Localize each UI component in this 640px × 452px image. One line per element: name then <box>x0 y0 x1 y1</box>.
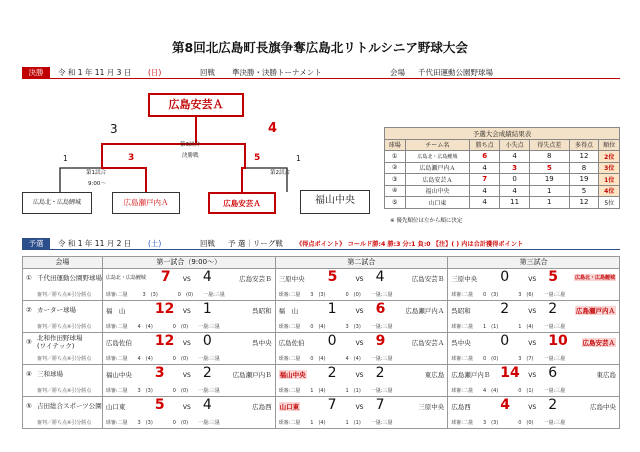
score-b: 4 <box>375 269 385 285</box>
m2-score-right: 1 <box>296 154 301 163</box>
results-team: 福山中央 <box>405 185 470 197</box>
match1-label: 第1試合 <box>86 170 106 176</box>
score-b: 6 <box>375 301 386 317</box>
prelim-badge: 予選 <box>22 238 50 249</box>
final-score-right: 4 <box>268 121 278 136</box>
results-team: 広島北・広島鯉城 <box>405 151 470 163</box>
prelim-header: 会場 <box>23 257 103 269</box>
team-b: 呉中央 <box>252 339 272 347</box>
team-a: 広島西 <box>451 403 471 411</box>
vs-label: VS <box>182 308 191 315</box>
results-rank: 1位 <box>599 174 620 186</box>
results-team: 山口東 <box>405 197 470 209</box>
vs-label: VS <box>182 340 191 347</box>
results-many: 12 <box>569 197 599 209</box>
vs-label: VS <box>355 276 364 283</box>
match-cell <box>448 365 619 396</box>
bracket-team-3: 広島安芸Ａ <box>208 192 276 214</box>
team-a: 福 山 <box>105 307 126 315</box>
team-b: 広島瀬戸内Ａ <box>405 307 445 315</box>
results-many: 19 <box>569 174 599 186</box>
prelim-points-note: 《得点ポイント》 コールド勝:4 勝:3 分:1 負:0 【注】( ) 内は合計獲得ポイント <box>296 241 524 248</box>
vs-label: VS <box>528 340 537 347</box>
score-a: 2 <box>500 301 510 317</box>
score-b: 7 <box>375 397 385 413</box>
prelim-header: 第三試合 <box>448 257 620 269</box>
score-a: 0 <box>327 333 337 349</box>
match3-label: 第3試合 <box>180 142 200 148</box>
score-b: 10 <box>548 333 568 349</box>
vs-label: VS <box>528 276 537 283</box>
score-a: 12 <box>154 333 175 349</box>
results-diff: 8 <box>530 151 569 163</box>
results-diff: 19 <box>530 174 569 186</box>
venue-name: 吉田総合スポーツ公園 <box>37 402 102 410</box>
prelim-divider <box>22 249 620 250</box>
results-lost: 0 <box>500 174 530 186</box>
score-b: 1 <box>202 301 212 317</box>
results-no: ④ <box>385 185 406 197</box>
score-b: 2 <box>202 365 212 381</box>
results-diff: 1 <box>530 197 569 209</box>
team-b: 広島瀬戸内Ｂ <box>232 371 272 379</box>
bracket-team-4: 福山中央 <box>300 190 370 214</box>
results-rank: 5位 <box>599 197 620 209</box>
match-sub: 球審:二塁 3 (3) 0 (0) 一塁:三塁 <box>105 292 225 298</box>
results-no: ⑤ <box>385 197 406 209</box>
score-b: 5 <box>548 269 559 285</box>
team-a: 広島佐伯 <box>105 339 132 347</box>
results-pts: 4 <box>470 197 500 209</box>
prelim-row <box>23 365 620 397</box>
results-row <box>385 174 620 186</box>
prelim-dow: (土) <box>148 239 162 248</box>
m1-score-left: 1 <box>63 154 68 163</box>
score-b: 6 <box>548 365 558 381</box>
venue-sub: 審判／勝ち点※引分勝点 <box>37 388 92 394</box>
score-a: 1 <box>327 301 337 317</box>
prelim-body <box>23 269 620 429</box>
results-header: チーム名 <box>405 139 470 151</box>
match-cell <box>448 397 619 428</box>
results-many: 8 <box>569 162 599 174</box>
venue-name: カーター球場 <box>37 306 76 314</box>
prelim-header: 第一試合（9:00～） <box>102 257 275 269</box>
match-sub: 球審:二塁 1 (4) 1 (1) 一塁:三塁 <box>278 420 393 426</box>
results-many: 12 <box>569 151 599 163</box>
finals-venue-value: 千代田運動公園野球場 <box>418 68 493 77</box>
bracket-team-1: 広島北・広島鯉城 <box>22 192 92 214</box>
results-row <box>385 197 620 209</box>
results-row <box>385 162 620 174</box>
venue-sub: 審判／勝ち点※引分勝点 <box>37 420 92 426</box>
match-sub: 球審:二塁 4 (4) 0 (0) 一塁:三塁 <box>105 324 220 330</box>
venue-number: ③ <box>26 338 32 346</box>
results-pts: 4 <box>470 185 500 197</box>
results-no: ① <box>385 151 406 163</box>
team-b: 東広島 <box>424 371 445 379</box>
results-header: 順位 <box>599 139 620 151</box>
match-sub: 球審:二塁 1 (1) 1 (4) 一塁:三塁 <box>451 324 566 330</box>
match-sub: 球審:二塁 3 (3) 0 (0) 一塁:三塁 <box>105 388 220 394</box>
results-header: 得失点差 <box>530 139 569 151</box>
m1-score-right: 3 <box>128 153 135 163</box>
venue-number: ⑤ <box>26 402 32 410</box>
match-sub: 球審:二塁 0 (0) 3 (7) 一塁:三塁 <box>451 356 566 362</box>
results-rank: 2位 <box>599 151 620 163</box>
score-a: 12 <box>154 301 175 317</box>
score-b: 4 <box>202 269 212 285</box>
team-a: 広島瀬戸内Ｂ <box>451 371 491 379</box>
results-diff: 5 <box>530 162 569 174</box>
prelim-round-label: 回戦 <box>200 239 215 248</box>
score-a: 2 <box>327 365 337 381</box>
results-diff: 1 <box>530 185 569 197</box>
match-sub: 球審:二塁 0 (3) 3 (6) 一塁:三塁 <box>451 292 566 298</box>
results-pts: 7 <box>470 174 500 186</box>
score-b: 2 <box>548 301 558 317</box>
match-cell <box>103 269 275 300</box>
score-a: 4 <box>500 397 511 413</box>
match-cell <box>103 301 275 332</box>
prelim-row <box>23 333 620 365</box>
venue-cell <box>23 301 102 332</box>
score-a: 0 <box>500 333 510 349</box>
score-a: 5 <box>327 269 338 285</box>
team-a: 福山中央 <box>105 371 132 379</box>
team-a: 福 山 <box>278 307 299 315</box>
results-header: 小失点 <box>500 139 530 151</box>
match-sub: 球審:二塁 4 (4) 0 (1) 一塁:三塁 <box>451 388 566 394</box>
score-a: 3 <box>154 365 165 381</box>
prelim-date: 令 和 1 年 11 月 2 日 <box>58 239 132 248</box>
score-a: 5 <box>154 397 165 413</box>
match-cell <box>448 333 619 364</box>
venue-sub: 審判／勝ち点※引分勝点 <box>37 324 92 330</box>
prelim-row <box>23 301 620 333</box>
vs-label: VS <box>182 372 191 379</box>
match-sub: 球審:二塁 0 (4) 3 (3) 一塁:三塁 <box>278 324 393 330</box>
results-pts: 4 <box>470 162 500 174</box>
results-row <box>385 151 620 163</box>
team-b: 広島瀬戸内Ａ <box>576 307 615 315</box>
team-b: 呉昭和 <box>252 307 272 315</box>
results-rank: 3位 <box>599 162 620 174</box>
venue-number: ② <box>26 306 32 314</box>
match-cell <box>276 365 448 396</box>
results-many: 5 <box>569 185 599 197</box>
team-a: 三原中央 <box>451 275 478 283</box>
team-b: 広島安芸Ａ <box>411 339 445 347</box>
vs-label: VS <box>182 404 191 411</box>
score-a: 7 <box>327 397 337 413</box>
team-a: 三原中央 <box>278 275 305 283</box>
prelim-header: 第二試合 <box>275 257 448 269</box>
results-row <box>385 185 620 197</box>
results-no: ② <box>385 162 406 174</box>
team-b: 東広島 <box>596 371 616 379</box>
results-no: ③ <box>385 174 406 186</box>
results-table <box>384 127 620 209</box>
match-sub: 球審:二塁 3 (3) 0 (0) 一塁:三塁 <box>278 292 393 298</box>
prelim-table <box>22 256 620 429</box>
m2-score-left: 5 <box>254 153 261 163</box>
score-a: 14 <box>500 365 520 381</box>
match-sub: 球審:二塁 1 (4) 1 (1) 一塁:三塁 <box>278 388 393 394</box>
bracket-team-2: 広島瀬戸内Ａ <box>112 192 180 214</box>
score-b: 9 <box>375 333 386 349</box>
results-rank: 4位 <box>599 185 620 197</box>
results-lost: 3 <box>500 162 530 174</box>
venue-cell <box>23 269 102 300</box>
vs-label: VS <box>528 308 537 315</box>
page-title: 第8回北広島町長旗争奪広島北リトルシニア野球大会 <box>172 40 468 55</box>
team-b: 広島西 <box>252 403 272 411</box>
venue-sub: 審判／勝ち点※引分勝点 <box>37 292 92 298</box>
venue-name: 千代田運動公園野球場 <box>37 274 102 282</box>
team-a: 山口東 <box>105 403 126 411</box>
finals-dow: (日) <box>148 68 162 77</box>
score-b: 2 <box>375 365 385 381</box>
match-sub: 球審:二塁 3 (3) 0 (0) 一塁:三塁 <box>105 420 220 426</box>
vs-label: VS <box>528 372 537 379</box>
match-sub: 球審:二塁 4 (4) 0 (0) 一塁:三塁 <box>105 356 220 362</box>
team-a: 広島佐伯 <box>278 339 305 347</box>
score-a: 0 <box>500 269 510 285</box>
team-a: 山口東 <box>279 403 300 411</box>
results-lost: 4 <box>500 185 530 197</box>
score-b: 2 <box>548 397 558 413</box>
team-b: 三原中央 <box>418 403 445 411</box>
venue-number: ① <box>26 274 32 282</box>
vs-label: VS <box>355 340 364 347</box>
vs-label: VS <box>355 372 364 379</box>
finals-venue-label: 会場 <box>390 68 405 77</box>
prelim-round-value: 予 選｜リーグ戦 <box>228 239 283 248</box>
match-cell <box>448 301 619 332</box>
results-header: 勝ち点 <box>470 139 500 151</box>
vs-label: VS <box>355 404 364 411</box>
results-note: ※ 優先順位は左から順に決定 <box>390 218 463 224</box>
finals-badge: 決勝 <box>22 67 50 78</box>
venue-name: 三和球場 <box>37 370 63 378</box>
results-pts: 6 <box>470 151 500 163</box>
prelim-row <box>23 397 620 429</box>
vs-label: VS <box>528 404 537 411</box>
match-cell <box>103 333 275 364</box>
team-b: 広島安芸Ｂ <box>411 275 445 283</box>
venue-cell <box>23 365 102 396</box>
results-team: 広島瀬戸内Ａ <box>405 162 470 174</box>
match3-sub: 決勝戦 <box>182 153 199 159</box>
results-header: 球場 <box>385 139 406 151</box>
match-cell <box>103 365 275 396</box>
finals-round-value: 準決勝・決勝トーナメント <box>232 68 322 77</box>
match-sub: 球審:二塁 3 (3) 0 (0) 一塁:三塁 <box>451 420 566 426</box>
match-cell <box>276 333 448 364</box>
venue-name: 北和作田野球場 (ワイテック) <box>37 334 83 350</box>
team-a: 広島北・広島鯉城 <box>105 275 146 281</box>
team-b: 広島北・広島鯉城 <box>574 275 615 281</box>
team-b: 広島安芸Ａ <box>582 339 615 347</box>
final-score-left: 3 <box>110 122 118 136</box>
results-header: 多得点 <box>569 139 599 151</box>
team-a: 呉中央 <box>451 339 471 347</box>
champion-box: 広島安芸Ａ <box>148 93 244 117</box>
results-caption: 予選大会成績結果表 <box>385 128 620 140</box>
finals-date: 令 和 1 年 11 月 3 日 <box>58 68 132 77</box>
match-cell <box>103 397 275 428</box>
team-b: 広島安芸Ｂ <box>239 275 272 283</box>
score-b: 4 <box>202 397 212 413</box>
match2-label: 第2試合 <box>270 170 290 176</box>
team-a: 呉昭和 <box>451 307 471 315</box>
score-a: 7 <box>160 269 171 285</box>
vs-label: VS <box>182 276 191 283</box>
team-b: 広島中央 <box>590 403 616 411</box>
match-cell <box>276 269 448 300</box>
venue-number: ④ <box>26 370 32 378</box>
match-cell <box>448 269 619 300</box>
match-cell <box>276 301 448 332</box>
finals-round-label: 回戦 <box>200 68 215 77</box>
results-team: 広島安芸Ａ <box>405 174 470 186</box>
results-lost: 11 <box>500 197 530 209</box>
match-sub: 球審:二塁 0 (4) 4 (4) 一塁:三塁 <box>278 356 393 362</box>
prelim-row <box>23 269 620 301</box>
vs-label: VS <box>355 308 364 315</box>
team-a: 福山中央 <box>279 371 306 379</box>
match-cell <box>276 397 448 428</box>
results-lost: 4 <box>500 151 530 163</box>
venue-cell <box>23 333 102 364</box>
score-b: 0 <box>202 333 212 349</box>
venue-cell <box>23 397 102 428</box>
venue-sub: 審判／勝ち点※引分勝点 <box>37 356 92 362</box>
match1-time: 9:00～ <box>88 181 106 187</box>
